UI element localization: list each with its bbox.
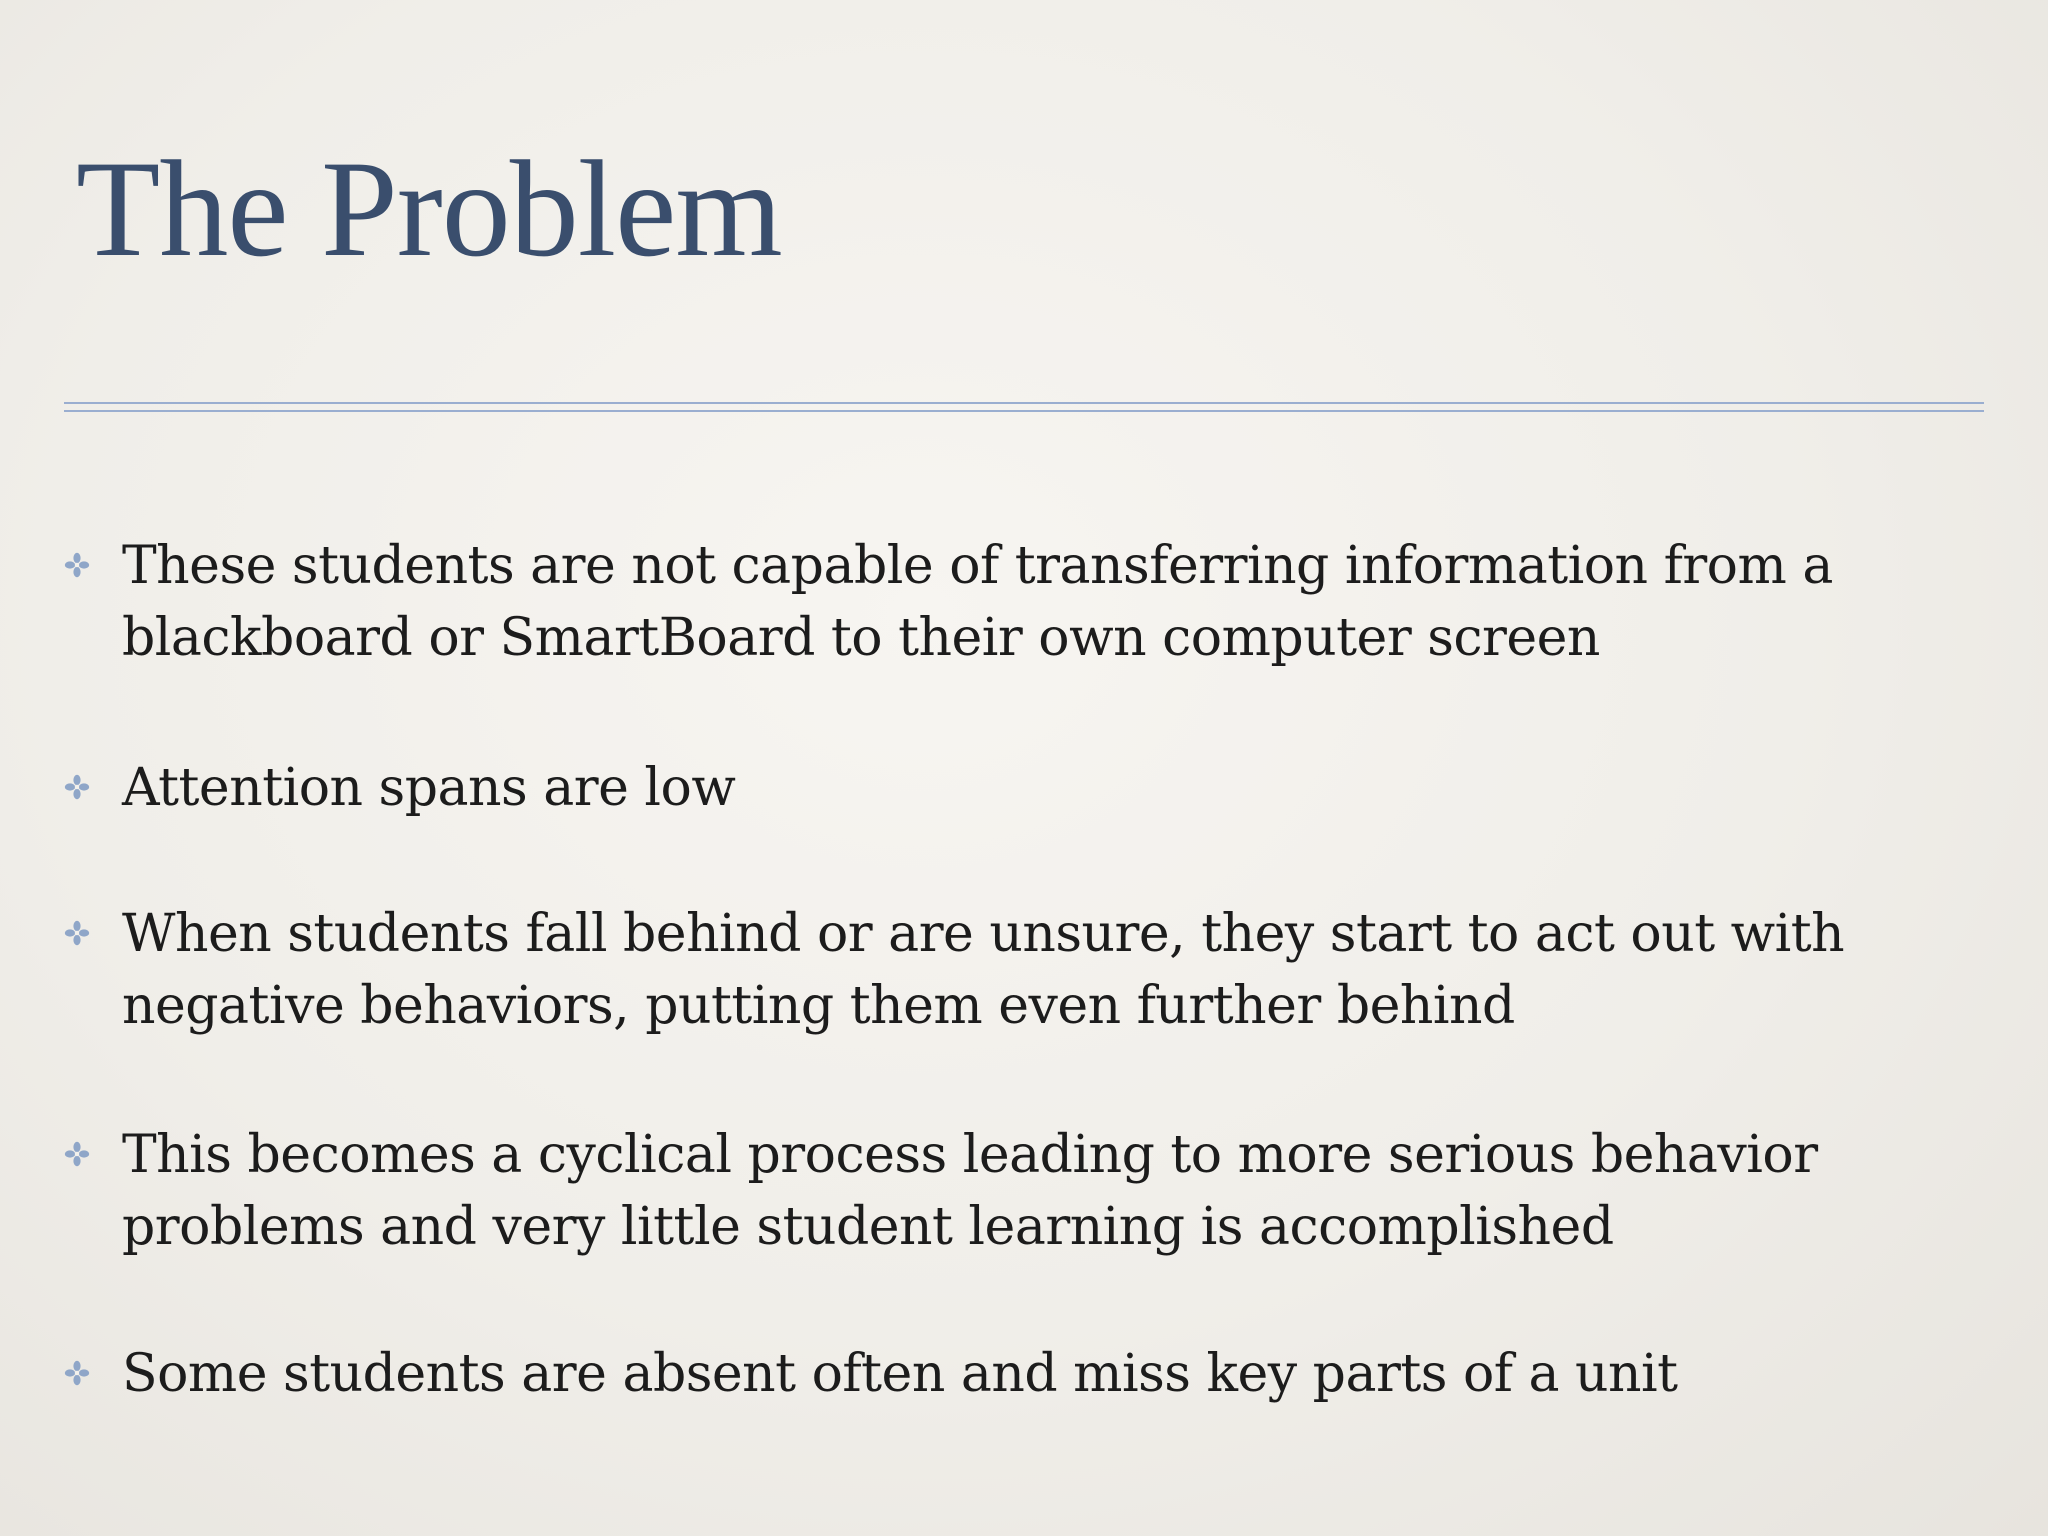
four-petal-flower-icon: [64, 1360, 90, 1386]
title-divider-top: [64, 402, 1984, 404]
slide-title: The Problem: [76, 132, 782, 285]
bullet-text: When students fall behind or are unsure, they start to act out with negative behaviors, putting them even further behind: [122, 904, 1845, 1036]
bullet-text: These students are not capable of transferring information from a blackboard or SmartBoard to their own computer screen: [122, 536, 1833, 668]
title-divider-bottom: [64, 410, 1984, 412]
bullet-text: This becomes a cyclical process leading to more serious behavior problems and very little student learning is accomplished: [122, 1125, 1818, 1257]
four-petal-flower-icon: [64, 552, 90, 578]
bullet-text: Some students are absent often and miss key parts of a unit: [122, 1344, 1678, 1404]
four-petal-flower-icon: [64, 920, 90, 946]
four-petal-flower-icon: [64, 1141, 90, 1167]
four-petal-flower-icon: [64, 774, 90, 800]
bullet-text: Attention spans are low: [122, 758, 736, 818]
